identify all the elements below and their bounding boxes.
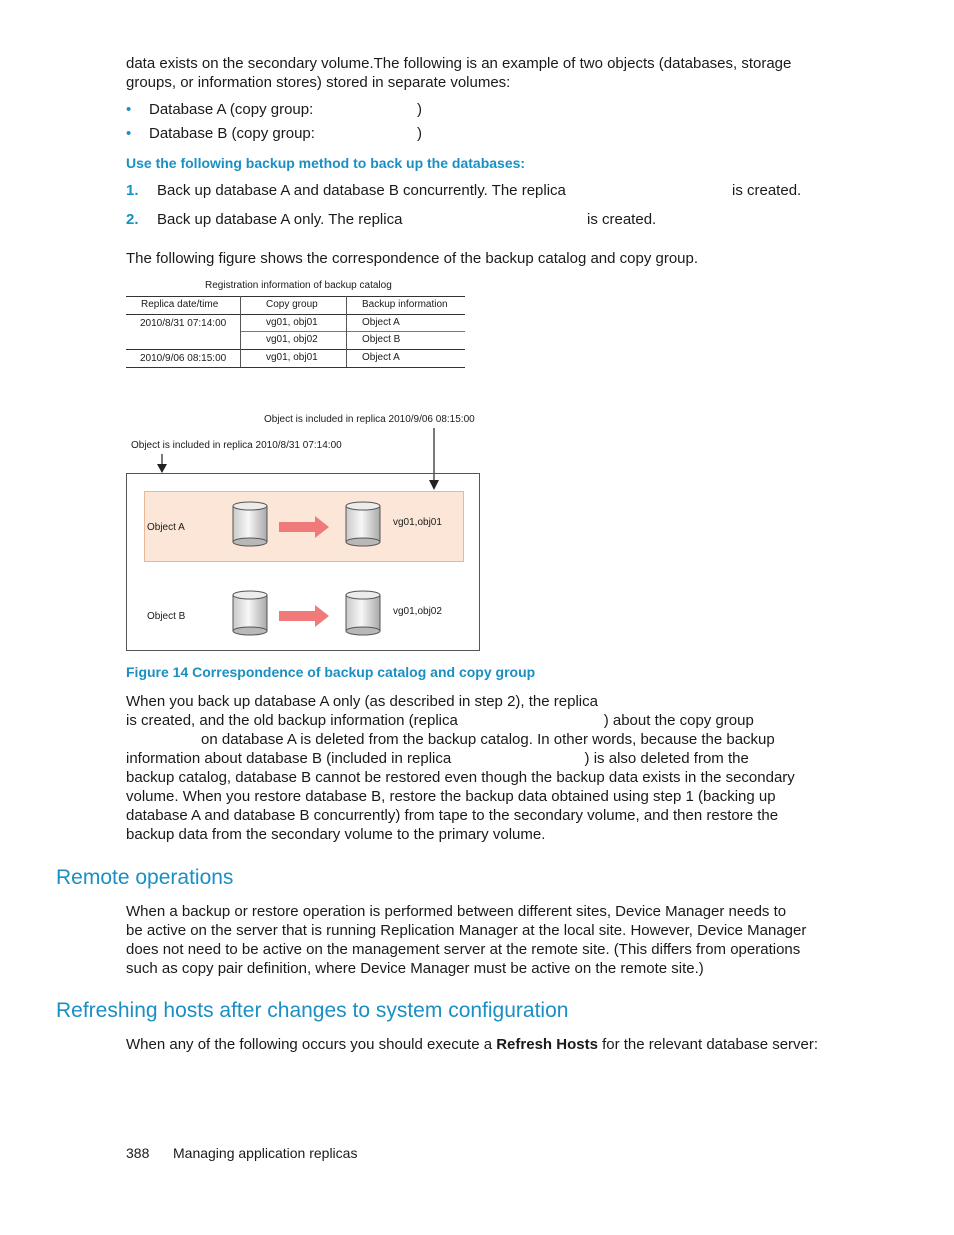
text-line: database A and database B concurrently) from tape to the secondary volume, and then restore the <box>126 807 779 824</box>
secondary-volume-a-icon <box>346 502 380 546</box>
table-cell: Object A <box>362 317 400 328</box>
table-cell: vg01, obj01 <box>266 352 318 363</box>
table-cell: Object A <box>362 352 400 363</box>
table-rule <box>241 331 465 332</box>
remote-operations-heading: Remote operations <box>56 866 234 889</box>
intro-paragraph <box>126 54 791 92</box>
refresh-hosts-command: Refresh Hosts <box>496 1036 598 1053</box>
text-line: information about database B (included in replica ) is also deleted from the <box>126 750 749 767</box>
table-cell: vg01, obj02 <box>266 334 318 345</box>
text-line: does not need to be active on the management server at the remote site. (This differs from operations <box>126 941 801 958</box>
bullet-text: Database B (copy group: <box>149 125 315 142</box>
object-a-label: Object A <box>147 522 185 533</box>
figure-intro <box>126 249 698 268</box>
text-line: on database A is deleted from the backup catalog. In other words, because the backup <box>126 731 775 748</box>
step-number: 1. <box>126 182 139 199</box>
bullet-text: Database A (copy group: <box>149 101 314 118</box>
text-line: When you back up database A only (as described in step 2), the replica <box>126 693 598 710</box>
table-cell: vg01, obj01 <box>266 317 318 328</box>
text-line: groups, or information stores) stored in separate volumes: <box>126 74 511 91</box>
bullet-icon: • <box>126 101 132 118</box>
figure-label-top: Object is included in replica 2010/9/06 08:15:00 <box>264 414 475 425</box>
text-line: such as copy pair definition, where Device Manager must be active on the remote site.) <box>126 960 704 977</box>
table-cell: 2010/9/06 08:15:00 <box>140 353 227 364</box>
figure-caption: Figure 14 Correspondence of backup catalog and copy group <box>126 664 536 680</box>
primary-volume-a-icon <box>233 502 267 546</box>
step-1 <box>126 182 806 202</box>
bullet-icon: • <box>126 125 132 142</box>
table-divider <box>346 296 347 367</box>
step-text: Back up database A only. The replica <box>157 211 403 228</box>
table-rule <box>126 367 465 368</box>
page-number: 388 <box>126 1145 150 1161</box>
table-divider <box>240 296 241 367</box>
table-rule <box>126 314 465 315</box>
text-line: be active on the server that is running Replication Manager at the local site. However, Device Manager <box>126 922 807 939</box>
step-number: 2. <box>126 211 139 228</box>
table-header: Replica date/time <box>141 299 219 310</box>
footer-section-title: Managing application replicas <box>173 1145 358 1161</box>
text-line: backup catalog, database B cannot be restored even though the backup data exists in the secondary <box>126 769 795 786</box>
copy-arrow-b-icon <box>279 605 329 627</box>
secondary-volume-b-icon <box>346 591 380 635</box>
figure-label-left: Object is included in replica 2010/8/31 07:14:00 <box>131 440 342 451</box>
table-rule <box>126 296 465 297</box>
text-line: volume. When you restore database B, restore the backup data obtained using step 1 (backing up <box>126 788 776 805</box>
catalog-table-caption: Registration information of backup catalog <box>205 280 392 291</box>
method-heading: Use the following backup method to back up the databases: <box>126 155 526 171</box>
refresh-paragraph <box>126 1035 818 1054</box>
copy-group-b-label: vg01,obj02 <box>393 606 442 617</box>
table-cell: 2010/8/31 07:14:00 <box>140 318 227 329</box>
text-line: When a backup or restore operation is performed between different sites, Device Manager needs to <box>126 903 787 920</box>
text-line: backup data from the secondary volume to the primary volume. <box>126 826 546 843</box>
text-line: The following figure shows the correspondence of the backup catalog and copy group. <box>126 250 699 267</box>
volume-diagram <box>225 498 390 638</box>
table-header: Copy group <box>266 299 318 310</box>
bullet-tail: ) <box>417 125 422 142</box>
table-cell: Object B <box>362 334 401 345</box>
object-b-label: Object B <box>147 611 186 622</box>
refresh-text-before: When any of the following occurs you should execute a <box>126 1036 497 1053</box>
restore-paragraph <box>126 692 795 844</box>
step-2 <box>126 211 806 231</box>
remote-paragraph <box>126 902 806 978</box>
step-text: Back up database A and database B concurrently. The replica <box>157 182 566 199</box>
step-tail: is created. <box>587 211 657 228</box>
step-tail: is created. <box>732 182 802 199</box>
refresh-text-after: for the relevant database server: <box>597 1036 819 1053</box>
text-line: is created, and the old backup information (replica ) about the copy group <box>126 712 754 729</box>
refresh-hosts-heading: Refreshing hosts after changes to system configuration <box>56 999 569 1022</box>
primary-volume-b-icon <box>233 591 267 635</box>
table-rule <box>126 349 465 350</box>
bullet-tail: ) <box>417 101 422 118</box>
copy-group-a-label: vg01,obj01 <box>393 517 442 528</box>
copy-arrow-a-icon <box>279 516 329 538</box>
table-header: Backup information <box>362 299 448 310</box>
text-line: data exists on the secondary volume.The following is an example of two objects (databases, storage <box>126 55 792 72</box>
